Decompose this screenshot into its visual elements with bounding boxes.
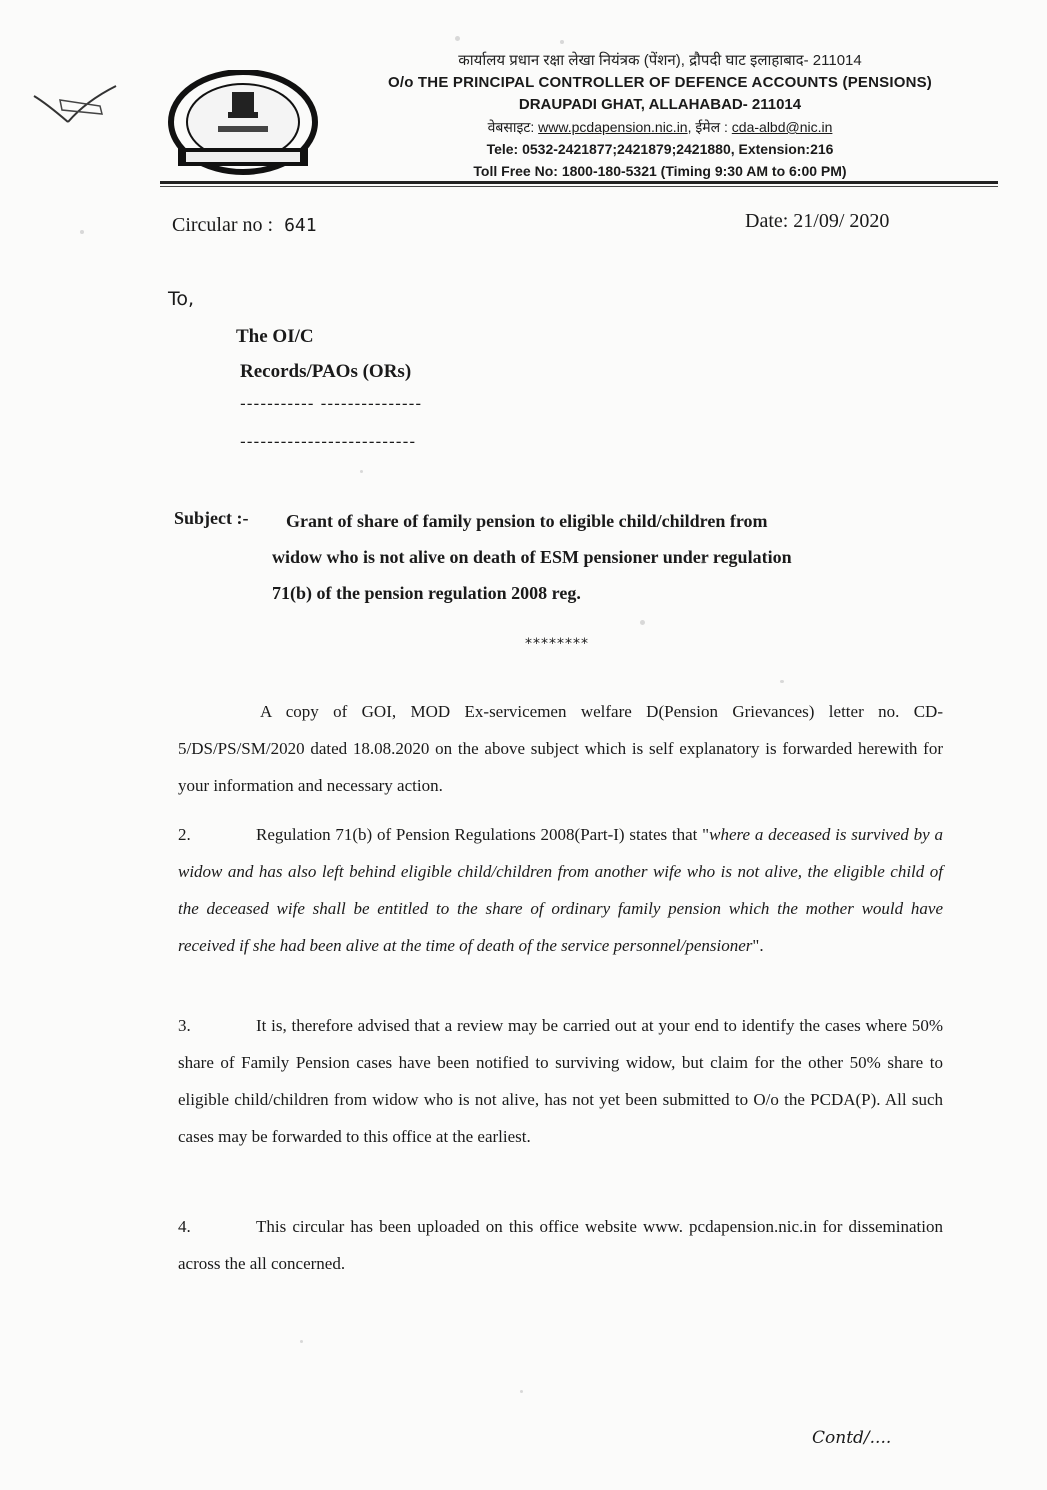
recipient-blank-1: ----------- --------------- xyxy=(240,394,423,413)
subject-text xyxy=(272,503,942,611)
paragraph-1: A copy of GOI, MOD Ex-servicemen welfare D(Pension Grievances) letter no. CD-5/DS/PS/SM/2020 dated 18.08.2020 on the above subject which is self explanatory is forwarded herewith for your information and necessary action. xyxy=(178,702,943,795)
recipient-line-1: The OI/C xyxy=(236,326,314,347)
recipient-blank-2: -------------------------- xyxy=(240,432,417,451)
paragraph-4 xyxy=(178,1208,943,1282)
separator-stars: ******** xyxy=(525,636,589,652)
paragraph-3-number: 3. xyxy=(178,1016,191,1035)
scan-speck xyxy=(520,1390,523,1393)
circular-number-value: 641 xyxy=(284,215,317,236)
paragraph-3-text: It is, therefore advised that a review may be carried out at your end to identify the cases where 50% share of Family Pension cases have been notified to surviving widow, but claim for the other 50% share to eligible child/children from widow who is not alive, has not yet been submitted to O/o the PCDA(P). All such cases may be forwarded to this office at the earliest. xyxy=(178,1016,943,1146)
subject-line-3: 71(b) of the pension regulation 2008 reg. xyxy=(272,583,581,603)
contact-web-email: वेबसाइट: www.pcdapension.nic.in, ईमेल : cda-albd@nic.in xyxy=(487,119,833,135)
paragraph-2-end: ". xyxy=(752,936,764,955)
email-label: ईमेल : xyxy=(695,119,728,135)
scan-speck xyxy=(300,1340,303,1343)
paragraph-2-quote: where a deceased is survived by a widow and has also left behind eligible child/children from another wife who is not alive, the eligible child of the deceased wife shall be entitled to the share of ordinary family pension which the mother would have received if she had been alive at the time of death of the service personnel/pensioner xyxy=(178,825,943,955)
circular-number xyxy=(172,214,317,237)
subject-line-2: widow who is not alive on death of ESM pensioner under regulation xyxy=(272,547,792,567)
paragraph-4-number: 4. xyxy=(178,1217,191,1236)
subject-line-1: Grant of share of family pension to eligible child/children from xyxy=(286,511,768,531)
scan-speck xyxy=(780,680,784,683)
scan-speck xyxy=(455,36,460,41)
scan-speck xyxy=(80,230,84,234)
paragraph-2-number: 2. xyxy=(178,825,191,844)
paragraph-2 xyxy=(178,816,943,964)
email-link[interactable]: cda-albd@nic.in xyxy=(731,119,833,135)
scan-speck xyxy=(640,620,645,625)
paragraph-2-lead: Regulation 71(b) of Pension Regulations 2008(Part-I) states that " xyxy=(256,825,710,844)
circular-label: Circular no : xyxy=(172,214,274,236)
salutation-to: To, xyxy=(168,288,195,310)
letterhead xyxy=(340,50,980,182)
continued-note: Contd/.... xyxy=(812,1428,892,1448)
paragraph-3 xyxy=(178,1007,943,1155)
header-divider-thin xyxy=(160,186,998,187)
tick-mark-icon xyxy=(30,78,120,138)
website-link[interactable]: www.pcdapension.nic.in xyxy=(538,119,688,135)
scan-speck xyxy=(360,470,363,473)
telephone-line: Tele: 0532-2421877;2421879;2421880, Extension:216 xyxy=(486,141,834,157)
office-name: O/o THE PRINCIPAL CONTROLLER OF DEFENCE ACCOUNTS (PENSIONS) xyxy=(387,74,933,91)
paragraph-4-text: This circular has been uploaded on this office website www. pcdapension.nic.in for dissemination across the all concerned. xyxy=(178,1217,943,1273)
scan-speck xyxy=(560,40,564,44)
header-divider-thick xyxy=(160,181,998,184)
subject-label: Subject :- xyxy=(174,508,249,528)
office-emblem-logo xyxy=(158,70,328,178)
circular-date: Date: 21/09/ 2020 xyxy=(745,210,890,232)
hindi-office-name: कार्यालय प्रधान रक्षा लेखा नियंत्रक (पेंशन), द्रौपदी घाट इलाहाबाद- 211014 xyxy=(458,52,862,69)
scan-speck xyxy=(700,560,706,564)
office-address: DRAUPADI GHAT, ALLAHABAD- 211014 xyxy=(518,96,802,113)
toll-free-line: Toll Free No: 1800-180-5321 (Timing 9:30 AM to 6:00 PM) xyxy=(473,163,847,179)
website-label: वेबसाइट: xyxy=(487,119,535,135)
recipient-line-2: Records/PAOs (ORs) xyxy=(240,361,412,382)
